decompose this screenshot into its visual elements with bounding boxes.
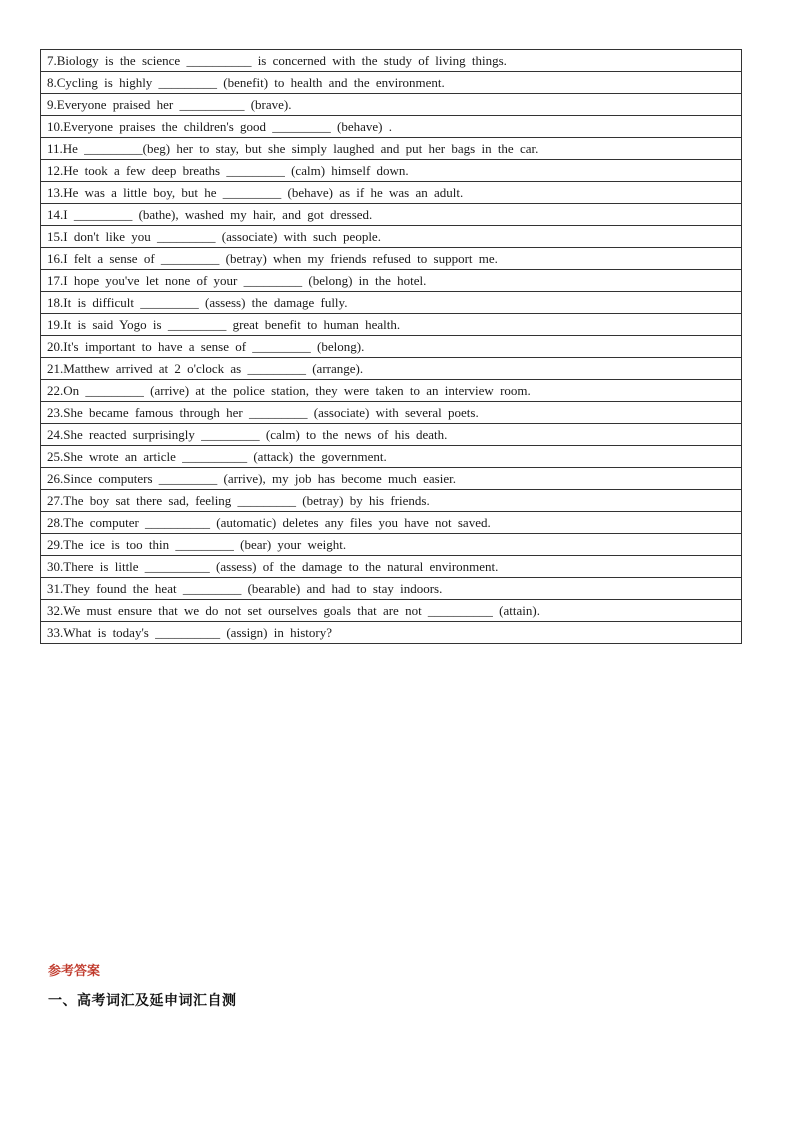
exercise-sentence: 30.There is little __________ (assess) of the damage to the natural environment.: [41, 556, 742, 578]
exercise-sentence: 19.It is said Yogo is _________ great benefit to human health.: [41, 314, 742, 336]
exercise-row: [41, 446, 742, 468]
exercise-row: [41, 72, 742, 94]
exercise-sentence: 32.We must ensure that we do not set ourselves goals that are not __________ (attain).: [41, 600, 742, 622]
exercise-table-body: [41, 50, 742, 644]
exercise-row: [41, 358, 742, 380]
exercise-sentence: 18.It is difficult _________ (assess) the damage fully.: [41, 292, 742, 314]
exercise-row: [41, 204, 742, 226]
exercise-sentence: 24.She reacted surprisingly _________ (calm) to the news of his death.: [41, 424, 742, 446]
exercise-sentence: 25.She wrote an article __________ (attack) the government.: [41, 446, 742, 468]
exercise-row: [41, 512, 742, 534]
exercise-sentence: 21.Matthew arrived at 2 o'clock as _________ (arrange).: [41, 358, 742, 380]
exercise-sentence: 29.The ice is too thin _________ (bear) your weight.: [41, 534, 742, 556]
exercise-row: [41, 336, 742, 358]
exercise-sentence: 22.On _________ (arrive) at the police station, they were taken to an interview room.: [41, 380, 742, 402]
section-heading: 一、高考词汇及延申词汇自测: [48, 993, 237, 1009]
exercise-sentence: 31.They found the heat _________ (bearable) and had to stay indoors.: [41, 578, 742, 600]
exercise-row: [41, 424, 742, 446]
exercise-row: [41, 578, 742, 600]
exercise-row: [41, 490, 742, 512]
exercise-row: [41, 94, 742, 116]
exercise-sentence: 26.Since computers _________ (arrive), my job has become much easier.: [41, 468, 742, 490]
exercise-sentence: 13.He was a little boy, but he _________ (behave) as if he was an adult.: [41, 182, 742, 204]
exercise-sentence: 15.I don't like you _________ (associate) with such people.: [41, 226, 742, 248]
exercise-sentence: 10.Everyone praises the children's good _________ (behave) .: [41, 116, 742, 138]
exercise-row: [41, 138, 742, 160]
exercise-row: [41, 600, 742, 622]
answer-key-heading: 参考答案: [48, 964, 101, 979]
exercise-sentence: 11.He _________(beg) her to stay, but she simply laughed and put her bags in the car.: [41, 138, 742, 160]
exercise-row: [41, 292, 742, 314]
exercise-sentence: 33.What is today's __________ (assign) in history?: [41, 622, 742, 644]
exercise-row: [41, 248, 742, 270]
exercise-row: [41, 534, 742, 556]
exercise-sentence: 9.Everyone praised her __________ (brave).: [41, 94, 742, 116]
exercise-sentence: 12.He took a few deep breaths _________ (calm) himself down.: [41, 160, 742, 182]
exercise-row: [41, 182, 742, 204]
exercise-row: [41, 380, 742, 402]
exercise-sentence: 8.Cycling is highly _________ (benefit) to health and the environment.: [41, 72, 742, 94]
exercise-row: [41, 468, 742, 490]
exercise-sentence: 7.Biology is the science __________ is concerned with the study of living things.: [41, 50, 742, 72]
exercise-sentence: 23.She became famous through her _________ (associate) with several poets.: [41, 402, 742, 424]
exercise-sentence: 17.I hope you've let none of your _________ (belong) in the hotel.: [41, 270, 742, 292]
exercise-row: [41, 50, 742, 72]
exercise-row: [41, 270, 742, 292]
exercise-sentence: 16.I felt a sense of _________ (betray) when my friends refused to support me.: [41, 248, 742, 270]
exercise-row: [41, 402, 742, 424]
exercise-table: [40, 49, 742, 644]
exercise-sentence: 20.It's important to have a sense of _________ (belong).: [41, 336, 742, 358]
exercise-row: [41, 226, 742, 248]
exercise-sentence: 14.I _________ (bathe), washed my hair, and got dressed.: [41, 204, 742, 226]
exercise-row: [41, 622, 742, 644]
exercise-sentence: 27.The boy sat there sad, feeling _________ (betray) by his friends.: [41, 490, 742, 512]
exercise-row: [41, 314, 742, 336]
exercise-row: [41, 160, 742, 182]
exercise-row: [41, 556, 742, 578]
exercise-row: [41, 116, 742, 138]
exercise-sentence: 28.The computer __________ (automatic) deletes any files you have not saved.: [41, 512, 742, 534]
